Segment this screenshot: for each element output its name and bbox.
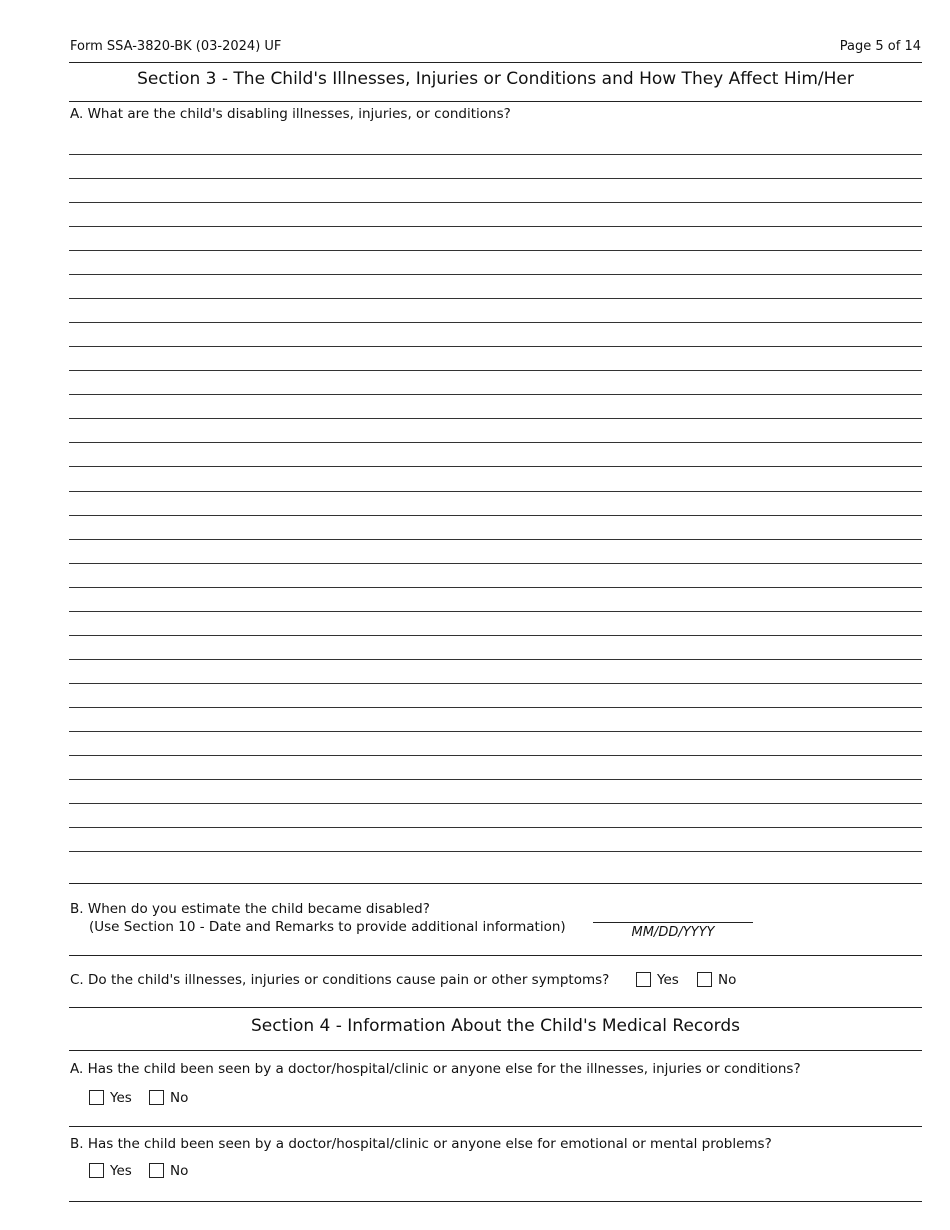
question-c-no-checkbox[interactable] — [697, 972, 712, 987]
answer-line[interactable] — [69, 178, 922, 179]
answer-area-bottom-divider — [69, 883, 922, 884]
section-3-title: Section 3 - The Child's Illnesses, Injuries or Conditions and How They Affect Him/Her — [137, 69, 854, 89]
answer-line[interactable] — [69, 827, 922, 828]
answer-line[interactable] — [69, 539, 922, 540]
section-4-b-yes-checkbox[interactable] — [89, 1163, 104, 1178]
section-3-question-a: A. What are the child's disabling illnesses, injuries, or conditions? — [70, 106, 511, 122]
answer-line[interactable] — [69, 707, 922, 708]
answer-line[interactable] — [69, 779, 922, 780]
section-3-question-c: C. Do the child's illnesses, injuries or conditions cause pain or other symptoms? — [70, 972, 610, 988]
answer-line[interactable] — [69, 442, 922, 443]
answer-line[interactable] — [69, 683, 922, 684]
answer-line[interactable] — [69, 755, 922, 756]
header-divider — [69, 62, 922, 63]
question-c-yes-label: Yes — [657, 972, 679, 988]
answer-line[interactable] — [69, 274, 922, 275]
section-3-question-b-note: (Use Section 10 - Date and Remarks to provide additional information) — [89, 919, 566, 935]
answer-line[interactable] — [69, 370, 922, 371]
form-id: Form SSA-3820-BK (03-2024) UF — [70, 39, 282, 54]
answer-line[interactable] — [69, 418, 922, 419]
answer-line[interactable] — [69, 298, 922, 299]
answer-line[interactable] — [69, 491, 922, 492]
section-4-question-b: B. Has the child been seen by a doctor/hospital/clinic or anyone else for emotional or mental problems? — [70, 1136, 772, 1152]
section-4-a-yes-label: Yes — [110, 1090, 132, 1106]
section-4-a-no-label: No — [170, 1090, 189, 1106]
answer-line[interactable] — [69, 587, 922, 588]
question-b-divider — [69, 955, 922, 956]
answer-line[interactable] — [69, 563, 922, 564]
section-3-bottom-divider — [69, 1007, 922, 1008]
section-3-question-b: B. When do you estimate the child became disabled? — [70, 901, 430, 917]
answer-line[interactable] — [69, 611, 922, 612]
section-4-b-yes-option[interactable] — [89, 1163, 132, 1179]
question-c-no-option[interactable] — [697, 972, 736, 988]
question-c-no-label: No — [718, 972, 737, 988]
answer-line[interactable] — [69, 803, 922, 804]
question-c-yes-option[interactable] — [636, 972, 679, 988]
section-4-b-no-option[interactable] — [149, 1163, 188, 1179]
section-4-bottom-divider — [69, 1201, 922, 1202]
answer-line[interactable] — [69, 731, 922, 732]
answer-line[interactable] — [69, 250, 922, 251]
answer-line[interactable] — [69, 394, 922, 395]
section-4-b-yes-label: Yes — [110, 1163, 132, 1179]
answer-line[interactable] — [69, 466, 922, 467]
section-4-a-no-checkbox[interactable] — [149, 1090, 164, 1105]
answer-line[interactable] — [69, 635, 922, 636]
section-4-a-yes-checkbox[interactable] — [89, 1090, 104, 1105]
answer-line[interactable] — [69, 226, 922, 227]
answer-line[interactable] — [69, 515, 922, 516]
section-4-b-no-label: No — [170, 1163, 189, 1179]
answer-line[interactable] — [69, 659, 922, 660]
section-4-divider — [69, 1050, 922, 1051]
section-4-a-yes-option[interactable] — [89, 1090, 132, 1106]
disability-date-format-hint: MM/DD/YYYY — [631, 925, 715, 940]
section-4-title: Section 4 - Information About the Child's Medical Records — [250, 1016, 741, 1036]
section-3-divider — [69, 101, 922, 102]
answer-line[interactable] — [69, 851, 922, 852]
answer-line[interactable] — [69, 202, 922, 203]
answer-line[interactable] — [69, 322, 922, 323]
section-4-question-a: A. Has the child been seen by a doctor/hospital/clinic or anyone else for the illnesses, injuries or conditions? — [70, 1061, 801, 1077]
section-4-question-a-divider — [69, 1126, 922, 1127]
answer-line[interactable] — [69, 346, 922, 347]
disability-date-input[interactable] — [593, 905, 753, 921]
page-number: Page 5 of 14 — [839, 39, 921, 54]
section-4-b-no-checkbox[interactable] — [149, 1163, 164, 1178]
answer-line[interactable] — [69, 154, 922, 155]
section-4-a-no-option[interactable] — [149, 1090, 188, 1106]
disability-date-line — [593, 922, 753, 923]
question-c-yes-checkbox[interactable] — [636, 972, 651, 987]
